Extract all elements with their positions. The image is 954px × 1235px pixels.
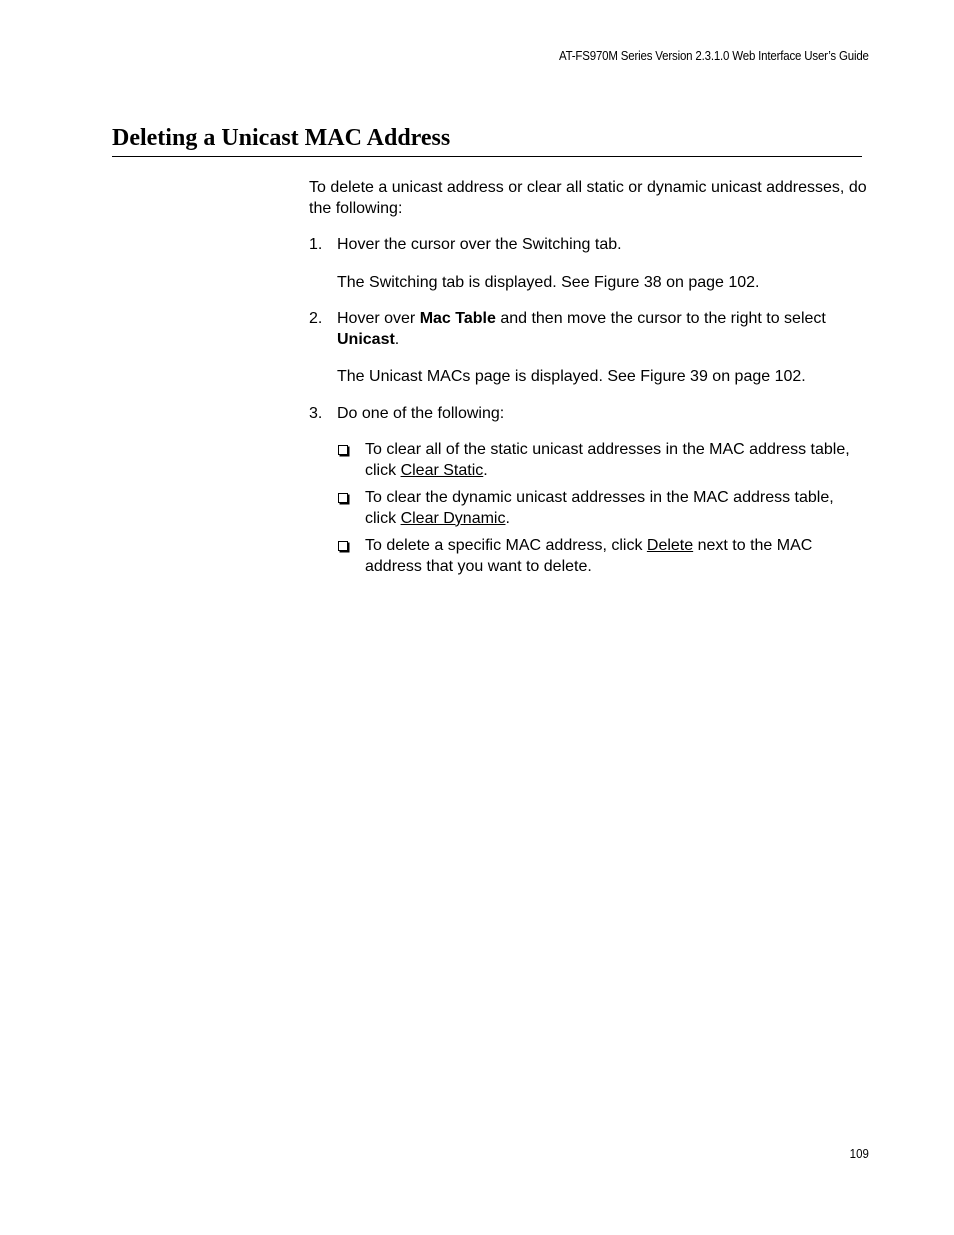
option-text: . [483,461,488,479]
step-text-part: Hover over [337,310,420,327]
checkbox-icon [338,493,348,503]
section-title: Deleting a Unicast MAC Address [112,122,862,157]
step-text: Do one of the following: [337,404,505,422]
step-1-note: The Switching tab is displayed. See Figure 38 on page 102. [337,273,760,291]
menu-name-mac-table: Mac Table [419,310,496,327]
main-content [309,178,869,584]
step-text-part: . [394,330,400,348]
option-clear-dynamic [337,488,869,529]
option-text: next to the MAC address that you want to delete. [365,537,813,575]
intro-paragraph: To delete a unicast address or clear all static or dynamic unicast addresses, do the following: [309,179,867,217]
clear-static-link[interactable]: Clear Static [400,461,484,479]
checkbox-icon [338,445,348,455]
step-2-note: The Unicast MACs page is displayed. See Figure 39 on page 102. [337,368,806,385]
option-list [337,440,869,577]
menu-name-unicast: Unicast [337,330,395,348]
option-text: . [505,509,510,527]
checkbox-icon [338,541,348,551]
clear-dynamic-link[interactable]: Clear Dynamic [400,509,506,527]
option-text: To delete a specific MAC address, click [365,537,647,554]
step-text [337,309,869,350]
page-number: 109 [849,1147,869,1161]
option-delete [337,536,869,577]
option-clear-static [337,440,869,481]
step-text: Hover the cursor over the Switching tab. [337,236,622,253]
step-3 [309,404,869,425]
option-text: To clear all of the static unicast addresses in the MAC address table, click [365,441,850,479]
step-text-part: and then move the cursor to the right to select [495,310,826,327]
delete-link[interactable]: Delete [646,537,694,554]
step-number: 2. [309,310,323,327]
step-1 [309,235,869,256]
step-number: 1. [309,236,323,253]
step-2 [309,309,869,350]
running-header: AT-FS970M Series Version 2.3.1.0 Web Interface User’s Guide [559,49,869,63]
option-text: To clear the dynamic unicast addresses in the MAC address table, click [365,489,834,527]
step-number: 3. [309,404,323,422]
